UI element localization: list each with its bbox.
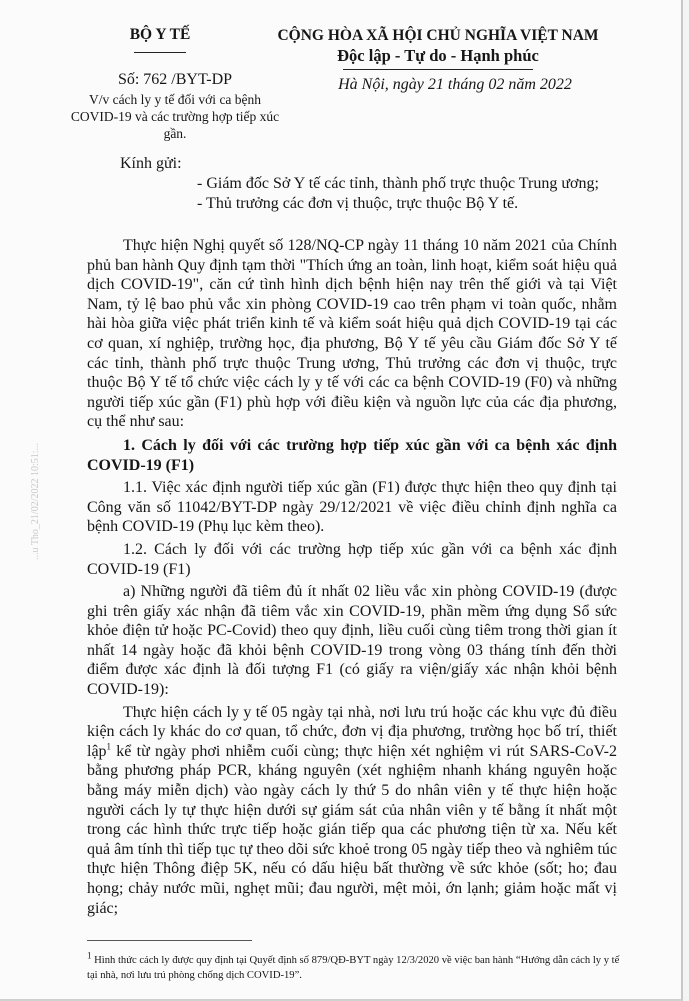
isolation-text-2: kể từ ngày phơi nhiễm cuối cùng; thực hiện xét nghiệm vi rút SARS-CoV-2 bằng phương pháp PCR, kháng nguyên (xét nghiệm nhanh kháng nguyên hoặc bằng máy miễn dịch) vào ngày cách ly thứ 5 do nhân viên y tế thực hiện hoặc người cách ly tự thực hiện dưới sự giám sát của nhân viên y tế bằng ít nhất một trong các hình thức trực tiếp hoặc gián tiếp qua các phương tiện từ xa. Nếu kết quả âm tính thì tiếp tục tự theo dõi sức khoẻ trong 05 ngày tiếp theo và nghiêm túc thực hiện Thông điệp 5K, nếu có dấu hiệu bất thường về sức khỏe (sốt; ho; đau họng; chảy nước mũi, nghẹt mũi; đau người, mệt mỏi, ớn lạnh; giảm hoặc mất vị giác;: [87, 742, 617, 917]
intro-paragraph: Thực hiện Nghị quyết số 128/NQ-CP ngày 11 tháng 10 năm 2021 của Chính phủ ban hành Quy định tạm thời "Thích ứng an toàn, linh hoạt, kiểm soát hiệu quả dịch COVID-19", căn cứ tình hình dịch bệnh hiện nay trên thế giới và tại Việt Nam, tỷ lệ bao phủ vắc xin phòng COVID-19 cao trên phạm vi toàn quốc, nhằm hài hòa giữa việc phát triển kinh tế và kiểm soát hiệu quả dịch COVID-19 tại các cơ quan, xí nghiệp, trường học, địa phương, Bộ Y tế yêu cầu Giám đốc Sở Y tế các tỉnh, thành phố trực thuộc Trung ương, Thủ trưởng các đơn vị thuộc, trực thuộc Bộ Y tế tổ chức việc cách ly y tế với các ca bệnh COVID-19 (F0) và những người tiếp xúc gần (F1) phù hợp với điều kiện và nguồn lực của các địa phương, cụ thể như sau:: [87, 237, 617, 431]
footnote-mark: 1: [87, 950, 92, 961]
recipient-item: - Giám đốc Sở Y tế các tỉnh, thành phố trực thuộc Trung ương;: [197, 175, 599, 192]
footnote-text: Hình thức cách ly được quy định tại Quyết định số 879/QĐ-BYT ngày 12/3/2020 về việc ban hành “Hướng dẫn cách ly y tế tại nhà, nơi lưu trú phòng chống dịch COVID-19”.: [87, 955, 620, 982]
section-1-heading: [87, 436, 617, 475]
paragraph-a-text: a) Những người đã tiêm đủ ít nhất 02 liều vắc xin phòng COVID-19 (được ghi trên giấy xác nhận đã tiêm vắc xin COVID-19, phần mềm ứng dụng Sổ sức khỏe điện tử hoặc PC-Covid) theo quy định, liều cuối cùng tiêm trong thời gian ít nhất 14 ngày hoặc đã khỏi bệnh COVID-19 trong vòng 03 tháng tính đến thời điểm được xác định là đối tượng F1 (có giấy ra viện/giấy xác nhận khỏi bệnh COVID-19):: [87, 583, 617, 699]
document-number: Số: 762 /BYT-DP: [117, 71, 233, 88]
footnote-divider: [87, 940, 252, 941]
paragraph-isolation-text: [87, 703, 617, 919]
paragraph-1-1-text: 1.1. Việc xác định người tiếp xúc gần (F1) được thực hiện theo quy định tại Công văn số 11042/BYT-DP ngày 29/12/2021 về việc điều chỉnh định nghĩa ca bệnh COVID-19 (Phụ lục kèm theo).: [87, 479, 617, 536]
document-body: [87, 0, 620, 983]
country-name: CỘNG HÒA XÃ HỘI CHỦ NGHĨA VIỆT NAM: [277, 27, 599, 44]
recipient-item: - Thủ trưởng các đơn vị thuộc, trực thuộc Bộ Y tế.: [197, 195, 519, 212]
paragraph-isolation: [87, 703, 617, 919]
agency-name: BỘ Y TẾ: [129, 26, 191, 43]
recipients-label: Kính gửi:: [120, 155, 182, 172]
footnote-ref: 1: [106, 741, 112, 752]
paragraph-a: [87, 582, 617, 700]
paragraph-1-2: [87, 540, 617, 579]
section-1-heading-text: 1. Cách ly đối với các trường hợp tiếp xúc gần với ca bệnh xác định COVID-19 (F1): [87, 436, 617, 474]
document-subject: V/v cách ly y tế đối với ca bệnh COVID-19 và các trường hợp tiếp xúc gần.: [70, 92, 280, 141]
watermark: ...u Tho_21/02/2022 10:51:...: [30, 442, 41, 560]
body-intro: [87, 236, 617, 432]
paragraph-1-1: [87, 478, 617, 537]
paragraph-1-2-text: 1.2. Cách ly đối với các trường hợp tiếp xúc gần với ca bệnh xác định COVID-19 (F1): [87, 540, 617, 578]
footnote: [87, 950, 627, 983]
motto: Độc lập - Tự do - Hạnh phúc: [337, 46, 539, 65]
document-date: Hà Nội, ngày 21 tháng 02 năm 2022: [338, 76, 572, 93]
isolation-text-1: Thực hiện cách ly y tế 05 ngày tại nhà, nơi lưu trú hoặc các khu vực đủ điều kiện cách ly khác do cơ quan, tổ chức, đơn vị địa phương, trường học bố trí, thiết lập: [87, 703, 617, 760]
